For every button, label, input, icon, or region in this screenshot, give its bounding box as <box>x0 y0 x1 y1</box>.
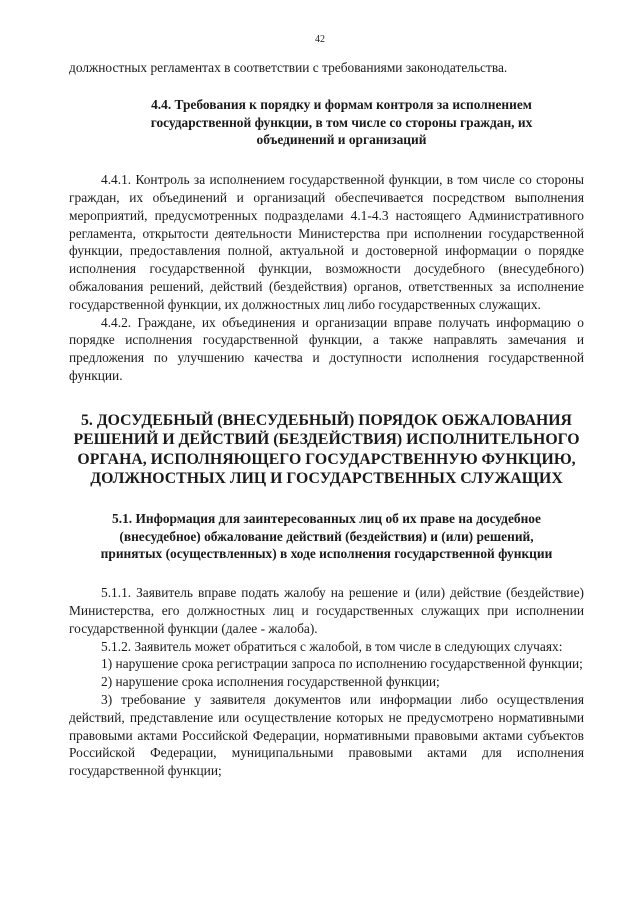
page-number: 42 <box>315 34 325 45</box>
list-item-3: 3) требование у заявителя документов или информации либо осуществления действий, представление или осуществление которых не предусмотрено нормативными правовыми актами Российской Федерации, нормативными правовыми актами субъектов Российской Федерации, муниципальными правовыми актами для исполнения государственной функции; <box>69 691 584 779</box>
paragraph-5-1-1: 5.1.1. Заявитель вправе подать жалобу на решение и (или) действие (бездействие) Министерства, его должностных лиц и государственных служащих при исполнении государственной функции (далее - жалоба). <box>69 585 584 636</box>
paragraph-4-4-2: 4.4.2. Граждане, их объединения и организации вправе получать информацию о порядке исполнения государственной функции, а также направлять замечания и предложения по улучшению качества и доступности исполнения государственной функции. <box>69 314 584 383</box>
list-item-1: 1) нарушение срока регистрации запроса по исполнению государственной функции; <box>101 656 583 672</box>
paragraph-5-1-2: 5.1.2. Заявитель может обратиться с жалобой, в том числе в следующих случаях: <box>101 638 563 654</box>
intro-line: должностных регламентах в соответствии с требованиями законодательства. <box>69 60 508 75</box>
document-body <box>69 59 584 780</box>
list-item-2: 2) нарушение срока исполнения государственной функции; <box>101 674 440 690</box>
section-5-1-heading: 5.1. Информация для заинтересованных лиц об их праве на досудебное (внесудебное) обжалование действий (бездействия) и (или) решений, принятых (осуществленных) в ходе исполнения государственной функции <box>100 510 553 562</box>
section-4-4-heading: 4.4. Требования к порядку и формам контроля за исполнением государственной функции, в том числе со стороны граждан, их объединений и организаций <box>150 96 533 148</box>
paragraph-4-4-1: 4.4.1. Контроль за исполнением государственной функции, в том числе со стороны граждан, их объединений и организаций обеспечивается посредством выполнения мероприятий, предусмотренных подразделами 4.1-4.3 настоящего Административного регламента, открытости деятельности Министерства при исполнении государственной функции, предоставления полной, актуальной и достоверной информации о порядке исполнения государственной функции, возможности досудебного (внесудебного) обжалования решений, действий (бездействия) органов, ответственных за исполнение государственной функции, их должностных лиц либо государственных служащих. <box>69 172 584 312</box>
chapter-5-heading: 5. ДОСУДЕБНЫЙ (ВНЕСУДЕБНЫЙ) ПОРЯДОК ОБЖАЛОВАНИЯ РЕШЕНИЙ И ДЕЙСТВИЙ (БЕЗДЕЙСТВИЯ) ИСПОЛНИТЕЛЬНОГО ОРГАНА, ИСПОЛНЯЮЩЕГО ГОСУДАРСТВЕННУЮ ФУНКЦИЮ, ДОЛЖНОСТНЫХ ЛИЦ И ГОСУДАРСТВЕННЫХ СЛУЖАЩИХ <box>73 411 580 488</box>
